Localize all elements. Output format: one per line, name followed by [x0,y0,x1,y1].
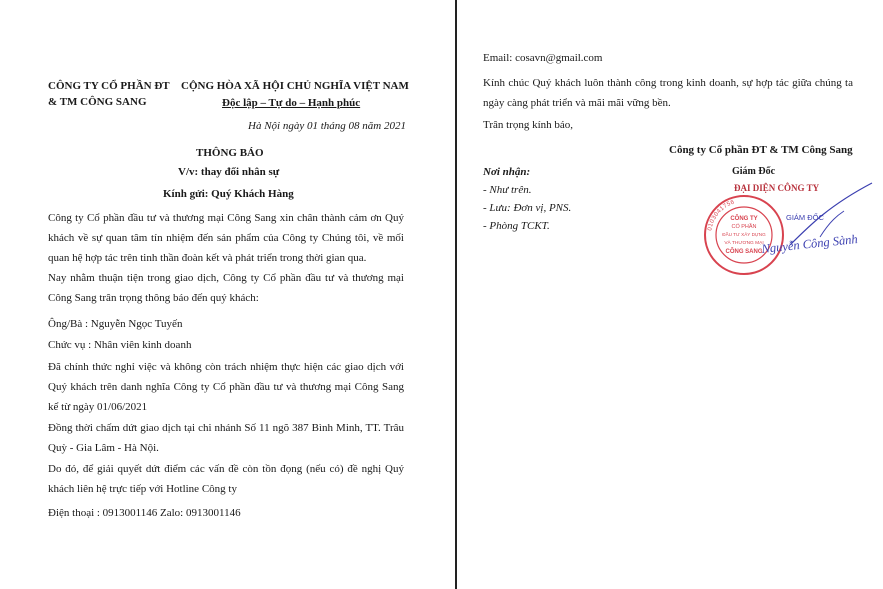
branch-closure-paragraph: Đồng thời chấm dứt giao dịch tại chi nhánh Số 11 ngõ 387 Bình Minh, TT. Trâu Quỳ - Gia Lâm - Hà Nội. [48,422,404,454]
wishes-paragraph: Kính chúc Quý khách luôn thành công trong kinh doanh, sự hợp tác giữa chúng ta ngày càng phát triển và mãi mãi vững bền. [483,77,853,109]
person-name: Ông/Bà : Nguyễn Ngọc Tuyến [48,318,183,330]
company-name-line2: & TM CÔNG SANG [48,96,147,108]
director-title: Giám Đốc [732,166,776,177]
stamp-line: VÀ THƯƠNG MẠI [724,241,764,246]
stamp-line: ĐẦU TƯ XÂY DỰNG [722,232,766,237]
announce-paragraph: Nay nhằm thuận tiện trong giao dịch, Công ty Cổ phần đầu tư và thương mại Công Sang trân trọng thông báo đến quý khách: [48,272,404,304]
nation-motto: Độc lập – Tự do – Hạnh phúc [222,97,361,109]
signing-company: Công ty Cổ phần ĐT & TM Công Sang [669,144,853,156]
document-date: Hà Nội ngày 01 tháng 08 năm 2021 [248,120,406,132]
signature-name: Nguyễn Công Sành [760,231,859,256]
recipient-item: - Phòng TCKT. [483,220,550,232]
person-position: Chức vụ : Nhân viên kinh doanh [48,339,192,351]
right-page [457,0,883,589]
termination-paragraph: Đã chính thức nghỉ việc và không còn trách nhiệm thực hiện các giao dịch với Quý khách trên danh nghĩa Công ty Cổ phần đầu tư và thương mại Công Sang kể từ ngày 01/06/2021 [48,361,404,413]
nation-title: CỘNG HÒA XÃ HỘI CHỦ NGHĨA VIỆT NAM [181,80,409,92]
notice-recipient: Kính gửi: Quý Khách Hàng [163,188,294,200]
recipients-title: Nơi nhận: [483,166,531,178]
intro-paragraph: Công ty Cổ phần đầu tư và thương mại Công Sang xin chân thành cảm ơn Quý khách về sự quan tâm tín nhiệm đến sản phẩm của Công ty Chúng tôi, về mối quan hệ hợp tác trên tinh thần đoàn kết và phát triển trong thời gian qua. [48,212,404,264]
phone-contact: Điện thoại : 0913001146 Zalo: 0913001146 [48,507,241,519]
stamp-line: CỔ PHẦN [731,224,757,230]
signature-icon [760,175,875,265]
recipient-item: - Lưu: Đơn vị, PNS. [483,202,572,214]
contact-request-paragraph: Do đó, để giải quyết dứt điểm các vấn đề còn tồn đọng (nếu có) đề nghị Quý khách liên hệ trực tiếp với Hotline Công ty [48,463,404,495]
stamp-ring-number: 0103041756 [707,199,736,232]
company-name-line1: CÔNG TY CỔ PHẦN ĐT [48,80,170,92]
representative-label: ĐẠI DIỆN CÔNG TY [734,183,820,193]
recipient-item: - Như trên. [483,184,532,196]
notice-subject: V/v: thay đổi nhân sự [178,166,280,178]
stamp-line: CÔNG TY [730,216,758,222]
stamp-director: GIÁM ĐỐC [786,213,824,222]
regards-text: Trân trọng kính báo, [483,119,574,131]
company-email: Email: cosavn@gmail.com [483,52,603,64]
notice-title: THÔNG BÁO [196,147,264,159]
stamp-line: CÔNG SANG [725,249,763,255]
